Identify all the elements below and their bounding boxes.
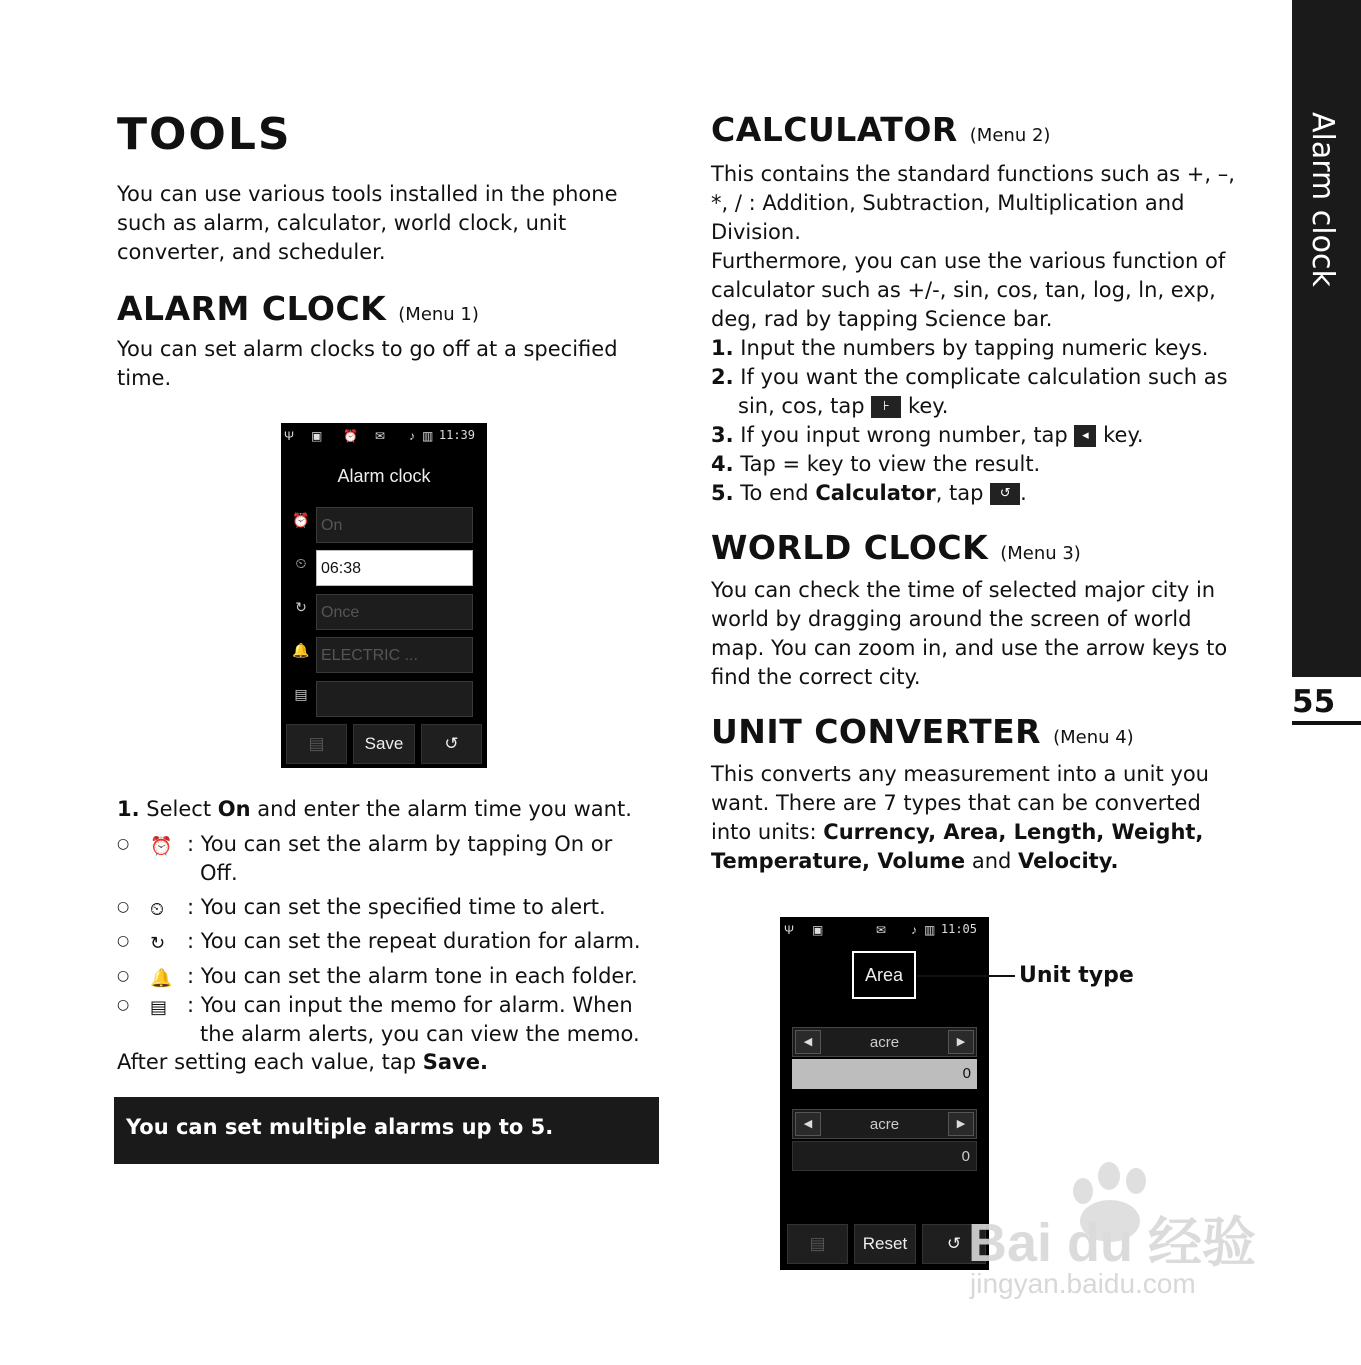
unit-type-callout: Unit type [1019,963,1134,988]
value-input-2[interactable]: 0 [792,1141,977,1171]
back-icon: ↺ [444,734,459,753]
baidu-watermark: Bai du 经验 jingyan.baidu.com [968,1160,1278,1310]
memo-icon: ▤ [294,686,308,702]
repeat-icon: ↻ [150,933,166,954]
left-arrow-icon[interactable]: ◀ [795,1112,821,1136]
calc-step-5: 5. To end Calculator, tap ↺ . [711,481,1027,505]
tools-intro: You can use various tools installed in the phone such as alarm, calculator, world clock, unit converter, and scheduler. [117,182,618,264]
message-icon: ✉ [876,923,887,937]
bullet-repeat: ○ ↻ : You can set the repeat duration for alarm. [117,927,662,956]
menu-icon: ▤ [809,1234,826,1253]
back-button[interactable] [421,724,482,764]
calculator-text-2: Furthermore, you can use the various function of calculator such as +/-, sin, cos, tan, log, ln, exp, deg, rad by tapping Science bar. [711,249,1226,331]
status-bar [780,917,989,943]
bell-icon: 🔔 [292,642,310,658]
status-time: 11:39 [438,428,475,442]
right-column [711,110,1256,876]
left-column [117,110,662,393]
sim-icon: ▣ [812,923,824,937]
calculator-steps: 1. Input the numbers by tapping numeric keys. 2. If you want the complicate calculation such as sin, cos, tap ⊦ key. 3. If you input wrong number, tap ◂ key. 4. Tap = key to view the result. 5. To end Calculator, tap ↺ . [711,334,1256,508]
music-icon: ♪ [409,429,415,443]
message-icon: ✉ [375,429,386,443]
repeat-icon: ↻ [295,599,307,615]
alarm-step-1: 1. Select On and enter the alarm time you want. [117,797,632,821]
calc-step-4: 4. Tap = key to view the result. [711,452,1041,476]
calc-step-3: 3. If you input wrong number, tap ◂ key. [711,423,1144,447]
alarm-repeat-field[interactable]: Once [316,594,473,630]
bell-icon: 🔔 [150,968,173,989]
calculator-heading: CALCULATOR (Menu 2) [711,110,1051,149]
back-key-icon: ↺ [990,483,1020,505]
page-number-underline [1292,721,1361,725]
unit-selector-1[interactable]: ◀ acre ▶ [792,1027,977,1057]
left-arrow-icon[interactable]: ◀ [795,1030,821,1054]
calculator-text-1: This contains the standard functions such as +, –, *, / : Addition, Subtraction, Multiplication and Division. [711,162,1235,244]
alarm-tone-field[interactable]: ELECTRIC ... [316,637,473,673]
bullet-bell: ○ 🔔 : You can set the alarm tone in each folder. [117,962,662,991]
music-icon: ♪ [911,923,917,937]
backspace-key-icon: ◂ [1074,425,1096,447]
softkey-bar [780,1224,989,1270]
sidebar-section-label: Alarm clock [1305,112,1340,287]
alarm-screen-title: Alarm clock [337,466,431,486]
unit-selector-2[interactable]: ◀ acre ▶ [792,1109,977,1139]
page-title: TOOLS [117,109,292,160]
alarm-time-field[interactable]: 06:38 [316,550,473,586]
signal-icon: Ψ [784,923,795,937]
softkey-bar [281,724,487,768]
alarm-status-icon: ⏰ [343,429,358,443]
right-arrow-icon[interactable]: ▶ [948,1112,974,1136]
unit-type-selector[interactable]: Area [852,951,916,999]
menu-icon: ▤ [308,734,325,753]
alarm-memo-field[interactable] [316,681,473,717]
right-arrow-icon[interactable]: ▶ [948,1030,974,1054]
page-number: 55 [1292,684,1336,720]
callout-line [917,975,1015,977]
calc-step-2: 2. If you want the complicate calculation such as [711,365,1228,389]
calc-step-1: 1. Input the numbers by tapping numeric keys. [711,336,1209,360]
notice-box: You can set multiple alarms up to 5. [114,1097,659,1164]
status-time: 11:05 [940,922,977,936]
battery-icon: ▥ [422,429,434,443]
alarm-clock-heading: ALARM CLOCK (Menu 1) [117,289,479,328]
unit-converter-phone-screenshot [780,917,989,1270]
bullet-time: ○ ⏲ : You can set the specified time to alert. [117,893,662,922]
time-icon: ⏲ [150,899,165,920]
unit-converter-heading: UNIT CONVERTER (Menu 4) [711,712,1134,751]
alarm-icon: ⏰ [150,836,173,857]
world-clock-text: You can check the time of selected major city in world by dragging around the screen of world map. You can zoom in, and use the arrow keys to find the correct city. [711,578,1228,689]
memo-icon: ▤ [150,997,168,1018]
time-icon: ⏲ [295,555,307,571]
science-key-icon: ⊦ [871,396,901,418]
bullet-alarm: ○ ⏰ : You can set the alarm by tapping On or Off. [117,832,613,885]
alarm-phone-screenshot [281,423,487,768]
sim-icon: ▣ [311,429,323,443]
back-icon: ↺ [946,1234,962,1253]
save-button[interactable]: Save [353,724,415,764]
menu-softkey[interactable] [787,1224,848,1264]
after-setting-text: After setting each value, tap Save. [117,1050,488,1074]
reset-button[interactable]: Reset [854,1224,916,1264]
value-input-1[interactable]: 0 [792,1059,977,1089]
world-clock-heading: WORLD CLOCK (Menu 3) [711,528,1081,567]
bullet-memo: ○ ▤ : You can input the memo for alarm. When the alarm alerts, you can view the memo. [117,993,640,1046]
menu-softkey[interactable] [286,724,347,764]
status-bar [281,423,487,449]
unit-converter-text: This converts any measurement into a unit you want. There are 7 types that can be converted into units: Currency, Area, Length, Weight, Temperature, Volume and Velocity. [711,762,1209,873]
alarm-clock-text: You can set alarm clocks to go off at a specified time. [117,337,618,390]
alarm-on-field[interactable]: On [316,507,473,543]
signal-icon: Ψ [284,429,295,443]
battery-icon: ▥ [924,923,936,937]
alarm-icon: ⏰ [292,512,310,528]
